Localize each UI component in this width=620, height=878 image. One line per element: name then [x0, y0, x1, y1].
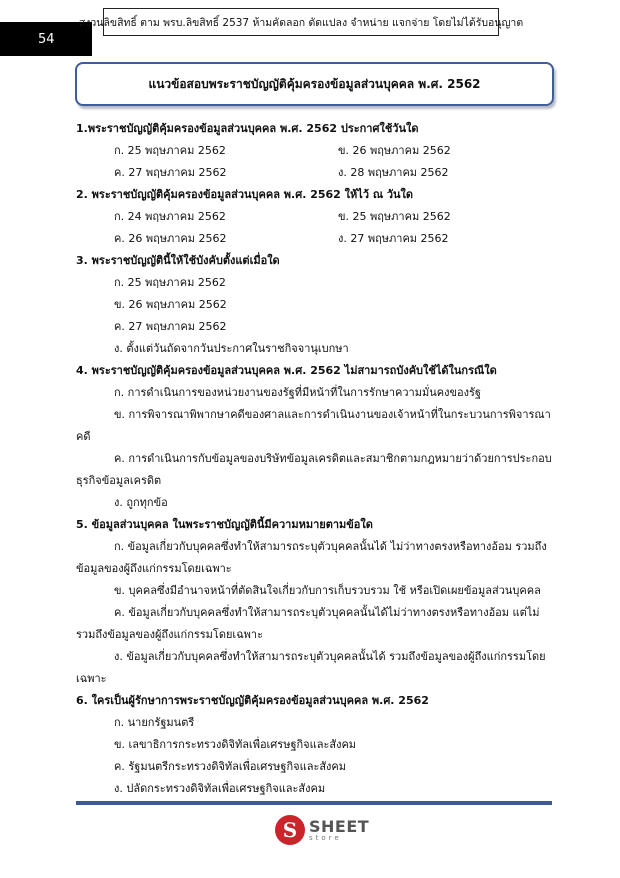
- document-title: แนวข้อสอบพระราชบัญญัติคุ้มครองข้อมูลส่วนบุคคล พ.ศ. 2562: [148, 76, 481, 91]
- option-c: ค. 27 พฤษภาคม 2562: [114, 320, 227, 333]
- option-a: ก. ข้อมูลเกี่ยวกับบุคคลซึ่งทำให้สามารถระบุตัวบุคคลนั้นได้ ไม่ว่าทางตรงหรือทางอ้อม รวมถึงข้อมูลของผู้ถึงแก่กรรมโดยเฉพาะ: [76, 540, 547, 575]
- logo-s-icon: S: [275, 815, 305, 845]
- copyright-text: สงวนลิขสิทธิ์ ตาม พรบ.ลิขสิทธิ์ 2537 ห้ามคัดลอก ดัดแปลง จำหน่าย แจกจ่าย โดยไม่ได้รับอนุญาต: [78, 16, 524, 29]
- question-4: 4. พระราชบัญญัติคุ้มครองข้อมูลส่วนบุคคล พ.ศ. 2562 ไม่สามารถบังคับใช้ได้ในกรณีใด: [76, 364, 497, 377]
- options-row: [76, 228, 552, 250]
- option-c: ค. รัฐมนตรีกระทรวงดิจิทัลเพื่อเศรษฐกิจและสังคม: [114, 760, 347, 773]
- option-a: ก. 24 พฤษภาคม 2562: [114, 210, 226, 223]
- footer-divider: [76, 801, 552, 805]
- option-d: ง. ข้อมูลเกี่ยวกับบุคคลซึ่งทำให้สามารถระบุตัวบุคคลนั้นได้ รวมถึงข้อมูลของผู้ถึงแก่กรรมโดยเฉพาะ: [76, 650, 546, 685]
- option-b: ข. บุคคลซึ่งมีอำนาจหน้าที่ตัดสินใจเกี่ยวกับการเก็บรวบรวม ใช้ หรือเปิดเผยข้อมูลส่วนบุคคล: [114, 584, 541, 597]
- option-b: ข. การพิจารณาพิพากษาคดีของศาลและการดำเนินงานของเจ้าหน้าที่ในกระบวนการพิจารณาคดี: [76, 408, 551, 443]
- option-d: ง. ตั้งแต่วันถัดจากวันประกาศในราชกิจจานุเบกษา: [114, 342, 349, 355]
- option-a: ก. การดำเนินการของหน่วยงานของรัฐที่มีหน้าที่ในการรักษาความมั่นคงของรัฐ: [114, 386, 481, 399]
- document-title-box: [75, 62, 554, 106]
- option-d: ง. ปลัดกระทรวงดิจิทัลเพื่อเศรษฐกิจและสังคม: [114, 782, 326, 795]
- options-row: [76, 140, 552, 162]
- option-b: ข. 25 พฤษภาคม 2562: [338, 210, 451, 223]
- options-row: [76, 206, 552, 228]
- option-c: ค. ข้อมูลเกี่ยวกับบุคคลซึ่งทำให้สามารถระบุตัวบุคคลนั้นได้ไม่ว่าทางตรงหรือทางอ้อม แต่ไม่รวมถึงข้อมูลของผู้ถึงแก่กรรมโดยเฉพาะ: [76, 606, 540, 641]
- option-c: ค. 26 พฤษภาคม 2562: [114, 232, 227, 245]
- question-5: 5. ข้อมูลส่วนบุคคล ในพระราชบัญญัตินี้มีความหมายตามข้อใด: [76, 518, 373, 531]
- logo-wordmark: [309, 816, 370, 842]
- copyright-notice: [78, 8, 524, 36]
- option-d: ง. ถูกทุกข้อ: [114, 496, 168, 509]
- logo-name: SHEET: [309, 816, 370, 836]
- question-3: 3. พระราชบัญญัตินี้ให้ใช้บังคับตั้งแต่เมื่อใด: [76, 254, 280, 267]
- option-a: ก. 25 พฤษภาคม 2562: [114, 276, 226, 289]
- question-1: 1.พระราชบัญญัติคุ้มครองข้อมูลส่วนบุคคล พ.ศ. 2562 ประกาศใช้วันใด: [76, 122, 419, 135]
- question-2: 2. พระราชบัญญัติคุ้มครองข้อมูลส่วนบุคคล พ.ศ. 2562 ให้ไว้ ณ วันใด: [76, 188, 414, 201]
- question-list: [76, 118, 552, 800]
- option-a: ก. นายกรัฐมนตรี: [114, 716, 195, 729]
- question-6: 6. ใครเป็นผู้รักษาการพระราชบัญญัติคุ้มครองข้อมูลส่วนบุคคล พ.ศ. 2562: [76, 694, 429, 707]
- sheet-store-logo: [275, 812, 369, 848]
- option-b: ข. 26 พฤษภาคม 2562: [338, 144, 451, 157]
- option-a: ก. 25 พฤษภาคม 2562: [114, 144, 226, 157]
- option-d: ง. 28 พฤษภาคม 2562: [338, 166, 449, 179]
- option-b: ข. 26 พฤษภาคม 2562: [114, 298, 227, 311]
- options-row: [76, 162, 552, 184]
- page-number: 54: [38, 31, 55, 47]
- option-c: ค. การดำเนินการกับข้อมูลของบริษัทข้อมูลเครดิตและสมาชิกตามกฎหมายว่าด้วยการประกอบธุรกิจข้อมูลเครดิต: [76, 452, 552, 487]
- option-d: ง. 27 พฤษภาคม 2562: [338, 232, 449, 245]
- logo-subtitle: store: [309, 833, 342, 842]
- option-b: ข. เลขาธิการกระทรวงดิจิทัลเพื่อเศรษฐกิจและสังคม: [114, 738, 357, 751]
- option-c: ค. 27 พฤษภาคม 2562: [114, 166, 227, 179]
